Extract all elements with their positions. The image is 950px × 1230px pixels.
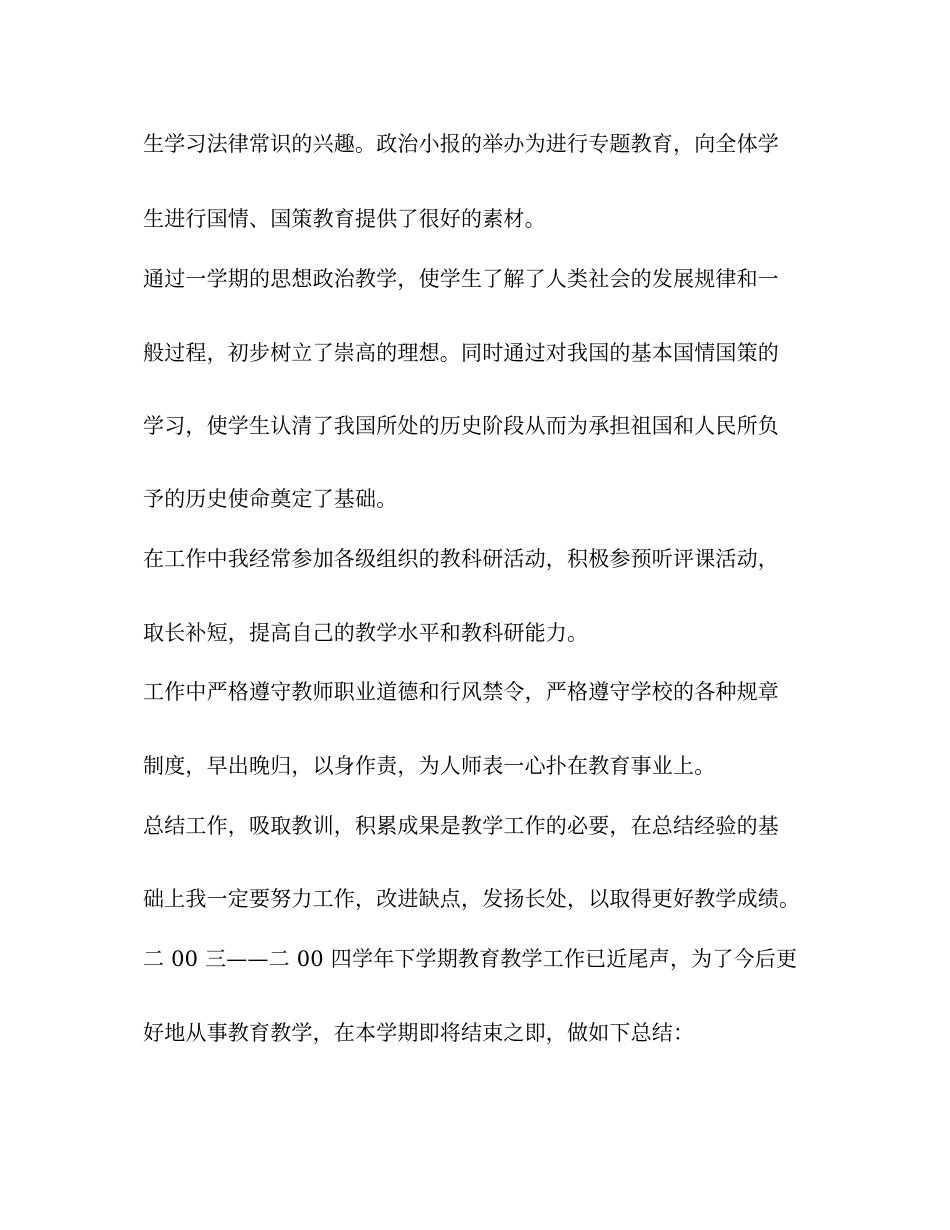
text-line: 生进行国情、国策教育提供了很好的素材。 [143,207,546,231]
text-line: 取长补短，提高自己的教学水平和教科研能力。 [143,621,589,645]
text-line: 好地从事教育教学，在本学期即将结束之即，做如下总结： [143,1021,695,1045]
text-line: 础上我一定要努力工作，改进缺点，发扬长处，以取得更好教学成绩。 [143,887,801,911]
text-line: 在工作中我经常参加各级组织的教科研活动，积极参预听评课活动， [143,547,779,571]
text-line: 总结工作，吸取教训，积累成果是教学工作的必要，在总结经验的基 [143,814,779,838]
text-line: 生学习法律常识的兴趣。政治小报的举办为进行专题教育，向全体学 [143,132,779,156]
text-line: 二 00 三——二 00 四学年下学期教育教学工作已近尾声，为了今后更 [143,947,798,971]
text-line: 工作中严格遵守教师职业道德和行风禁令，严格遵守学校的各种规章 [143,680,779,704]
text-line: 通过一学期的思想政治教学，使学生了解了人类社会的发展规律和一 [143,267,779,291]
text-line: 学习，使学生认清了我国所处的历史阶段从而为承担祖国和人民所负 [143,414,779,438]
text-line: 制度，早出晚归，以身作责，为人师表一心扑在教育事业上。 [143,754,716,778]
text-line: 予的历史使命奠定了基础。 [143,487,398,511]
text-line: 般过程，初步树立了崇高的理想。同时通过对我国的基本国情国策的 [143,341,779,365]
